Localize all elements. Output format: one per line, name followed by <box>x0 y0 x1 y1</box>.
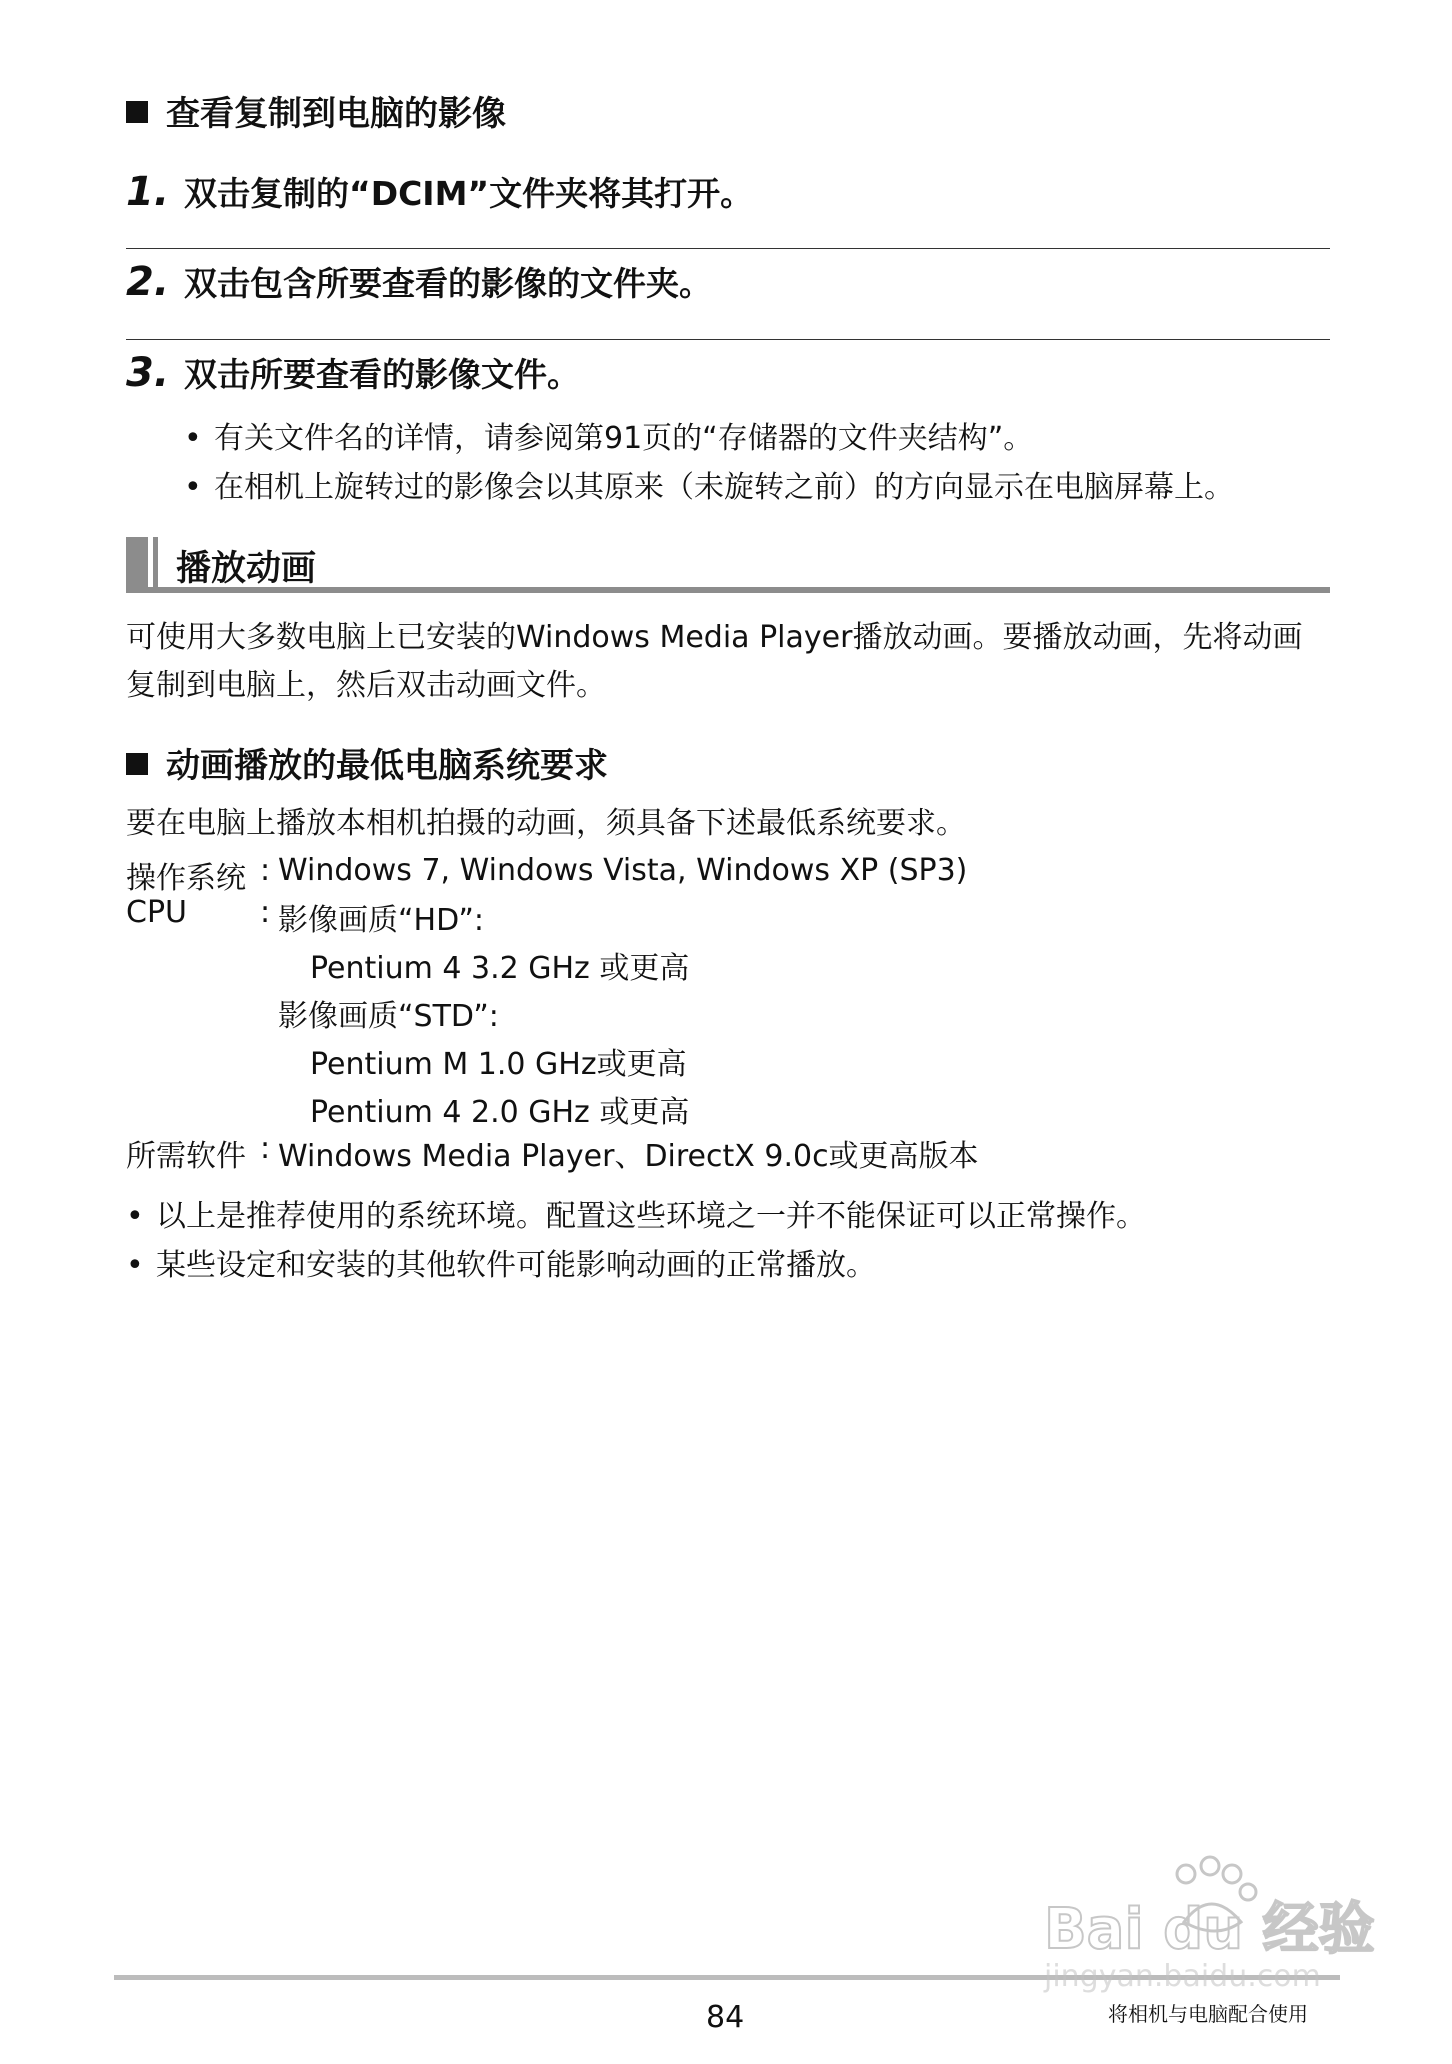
os-label: 操作系统 <box>126 861 246 896</box>
cpu-std-label: 影像画质“STD”: <box>278 999 499 1034</box>
cpu-hd-value: Pentium 4 3.2 GHz 或更高 <box>310 951 690 986</box>
colon: : <box>260 895 271 930</box>
svg-text:Bai du 经验: Bai du 经验 <box>1044 1897 1375 1962</box>
divider <box>126 339 1330 340</box>
cpu-std-value-1: Pentium M 1.0 GHz或更高 <box>310 1047 687 1082</box>
page-number: 84 <box>706 2000 745 2035</box>
square-bullet-icon <box>126 101 148 123</box>
software-value: Windows Media Player、DirectX 9.0c或更高版本 <box>278 1139 979 1174</box>
chapter-label: 将相机与电脑配合使用 <box>1108 2002 1308 2026</box>
svg-text:jingyan.baidu.com: jingyan.baidu.com <box>1044 1959 1321 1994</box>
cpu-std-value-2: Pentium 4 2.0 GHz 或更高 <box>310 1095 690 1130</box>
note-item: • 在相机上旋转过的影像会以其原来（未旋转之前）的方向显示在电脑屏幕上。 <box>184 470 1234 505</box>
section-bar-movie <box>126 537 1330 593</box>
intro-line: 可使用大多数电脑上已安装的Windows Media Player播放动画。要播放动画，先将动画 <box>126 620 1303 655</box>
section-heading-requirements: 动画播放的最低电脑系统要求 <box>126 738 608 787</box>
baidu-watermark <box>1036 1848 1376 1998</box>
intro-line: 复制到电脑上，然后双击动画文件。 <box>126 668 606 703</box>
note-item: • 有关文件名的详情，请参阅第91页的“存储器的文件夹结构”。 <box>184 421 1034 456</box>
section-title: 播放动画 <box>176 549 317 589</box>
note-item: • 某些设定和安装的其他软件可能影响动画的正常播放。 <box>126 1248 876 1283</box>
step-1: 1. 双击复制的“DCIM”文件夹将其打开。 <box>126 169 754 215</box>
cpu-hd-label: 影像画质“HD”: <box>278 903 485 938</box>
os-value: Windows 7, Windows Vista, Windows XP (SP3) <box>278 853 968 888</box>
colon: : <box>260 853 271 888</box>
paw-logo-icon <box>1036 1848 1376 1998</box>
colon: : <box>260 1131 271 1166</box>
square-bullet-icon <box>126 753 148 775</box>
software-label: 所需软件 <box>126 1139 246 1174</box>
divider <box>126 248 1330 249</box>
step-2: 2. 双击包含所要查看的影像的文件夹。 <box>126 259 712 305</box>
cpu-label: CPU <box>126 895 187 930</box>
note-item: • 以上是推荐使用的系统环境。配置这些环境之一并不能保证可以正常操作。 <box>126 1199 1146 1234</box>
section-heading-view-copied: 查看复制到电脑的影像 <box>126 86 506 135</box>
step-3: 3. 双击所要查看的影像文件。 <box>126 350 580 396</box>
requirements-intro: 要在电脑上播放本相机拍摄的动画，须具备下述最低系统要求。 <box>126 806 966 841</box>
